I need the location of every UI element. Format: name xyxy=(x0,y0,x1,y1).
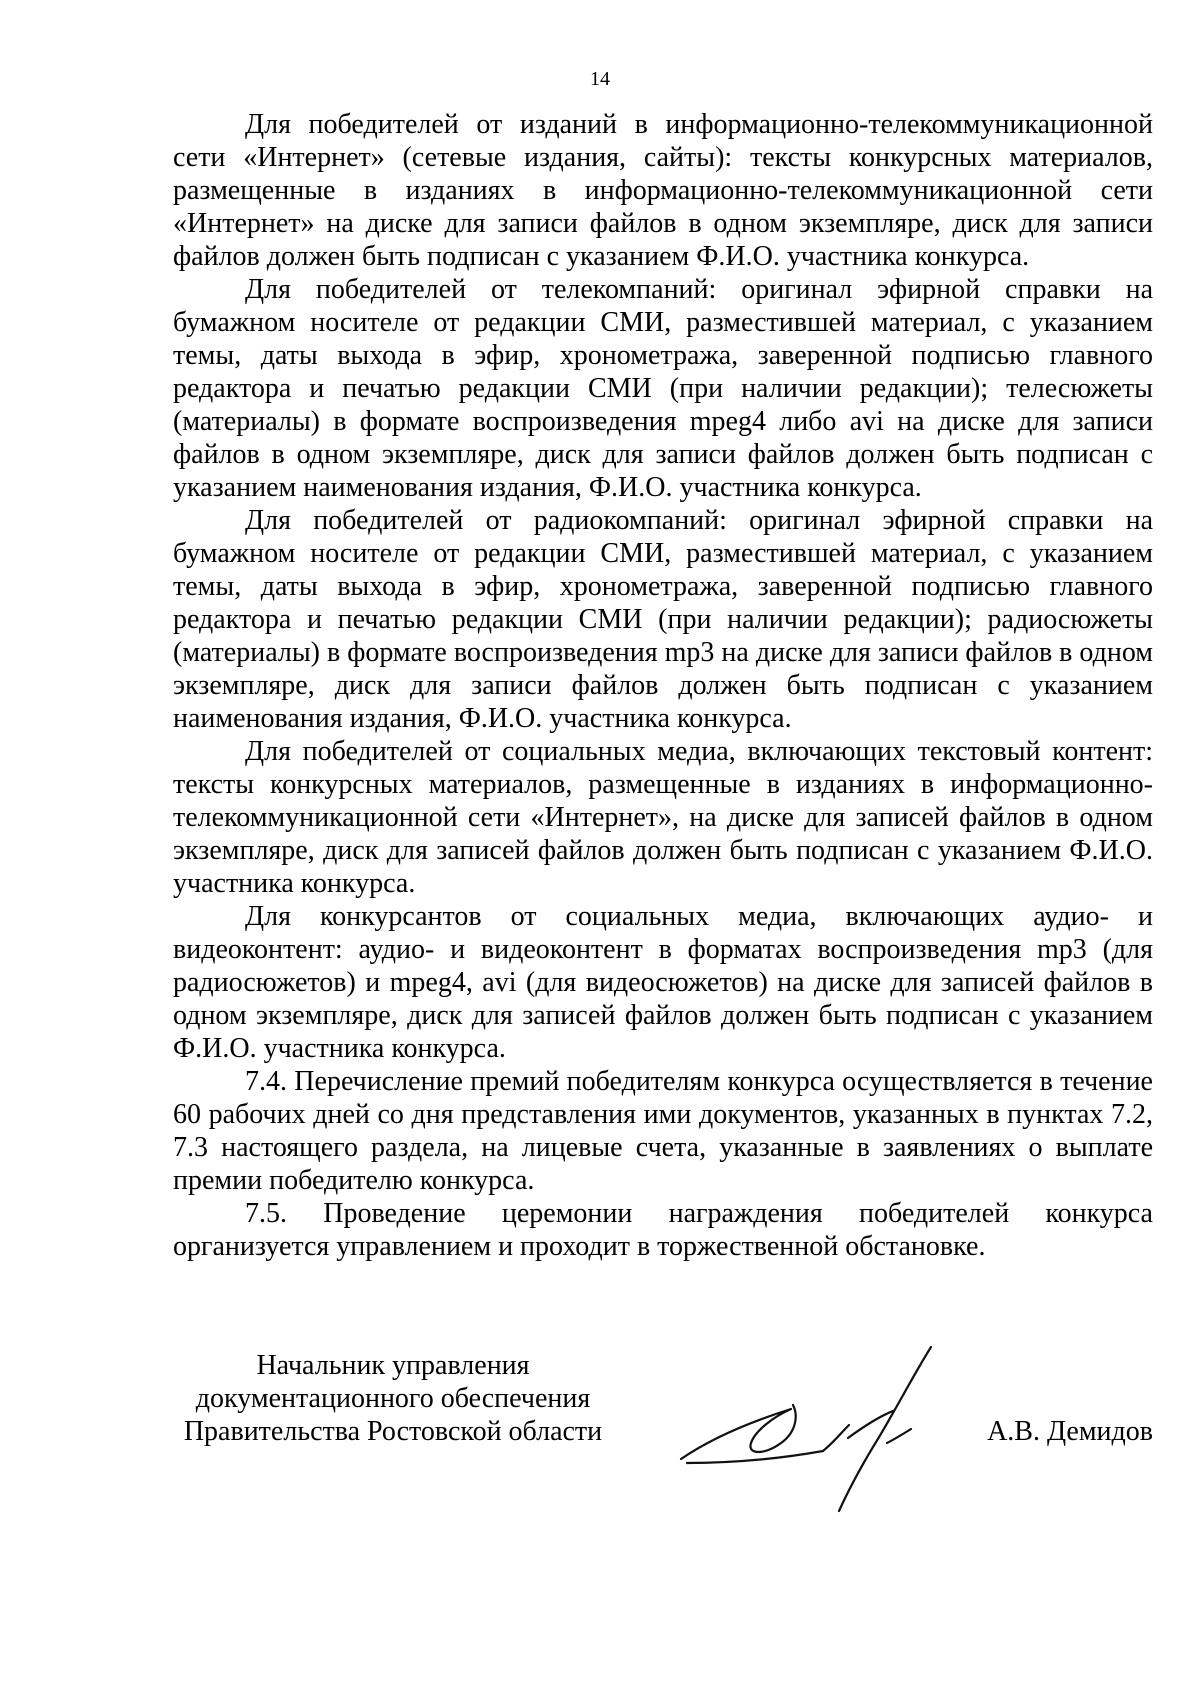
handwritten-signature xyxy=(673,1339,973,1519)
paragraph-tv-companies: Для победителей от телекомпаний: оригинал эфирной справки на бумажном носителе от редакции СМИ, разместившей материал, с указанием темы, даты выхода в эфир, хронометража, заверенной подписью главного редактора и печатью редакции СМИ (при наличии редакции); телесюжеты (материалы) в формате воспроизведения mpeg4 либо avi на диске для записи файлов в одном экземпляре, диск для записи файлов должен быть подписан с указанием наименования издания, Ф.И.О. участника конкурса. xyxy=(173,274,1153,503)
signer-position-line: документационного обеспечения xyxy=(195,1383,591,1414)
signer-position xyxy=(173,1349,613,1448)
paragraph-section-7-4: 7.4. Перечисление премий победителям конкурса осуществляется в течение 60 рабочих дней со дня представления ими документов, указанных в пунктах 7.2, 7.3 настоящего раздела, на лицевые счета, указанные в заявлениях о выплате премии победителю конкурса. xyxy=(173,1066,1153,1196)
paragraph-radio-companies: Для победителей от радиокомпаний: оригинал эфирной справки на бумажном носителе от редакции СМИ, разместившей материал, с указанием темы, даты выхода в эфир, хронометража, заверенной подписью главного редактора и печатью редакции СМИ (при наличии редакции); радиосюжеты (материалы) в формате воспроизведения mp3 на диске для записи файлов в одном экземпляре, диск для записи файлов должен быть подписан с указанием наименования издания, Ф.И.О. участника конкурса. xyxy=(173,505,1153,734)
page-number: 14 xyxy=(590,68,610,90)
signer-position-line: Правительства Ростовской области xyxy=(183,1416,603,1447)
signer-position-line: Начальник управления xyxy=(256,1350,530,1381)
signer-name: А.В. Демидов xyxy=(987,1416,1153,1447)
paragraph-social-media-text: Для победителей от социальных медиа, включающих текстовый контент: тексты конкурсных материалов, размещенные в изданиях в информационно-телекоммуникационной сети «Интернет», на диске для записей файлов в одном экземпляре, диск для записей файлов должен быть подписан с указанием Ф.И.О. участника конкурса. xyxy=(173,736,1153,899)
signature-block xyxy=(173,1349,1153,1529)
paragraph-section-7-5: 7.5. Проведение церемонии награждения победителей конкурса организуется управлением и проходит в торжественной обстановке. xyxy=(173,1198,1153,1262)
document-body xyxy=(173,108,1153,1263)
paragraph-online-media: Для победителей от изданий в информационно-телекоммуникационной сети «Интернет» (сетевые издания, сайты): тексты конкурсных материалов, размещенные в изданиях в информационно-телекоммуникационной сети «Интернет» на диске для записи файлов в одном экземпляре, диск для записи файлов должен быть подписан с указанием Ф.И.О. участника конкурса. xyxy=(173,109,1153,272)
paragraph-social-media-audio-video: Для конкурсантов от социальных медиа, включающих аудио- и видеоконтент: аудио- и видеоконтент в форматах воспроизведения mp3 (для радиосюжетов) и mpeg4, avi (для видеосюжетов) на диске для записей файлов в одном экземпляре, диск для записей файлов должен быть подписан с указанием Ф.И.О. участника конкурса. xyxy=(173,901,1153,1064)
